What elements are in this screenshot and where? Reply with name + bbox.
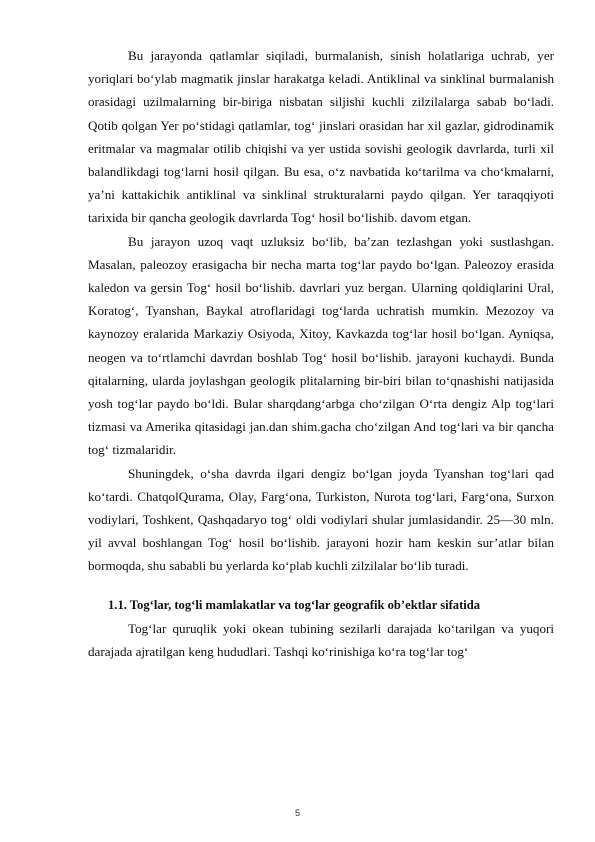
document-body [88,44,554,663]
page-number: 5 [294,808,300,818]
paragraph-1: Bu jarayonda qatlamlar siqiladi, burmalanish, sinish holatlariga uchrab, yer yoriqlari bo‘ylab magmatik jinslar harakatga keladi. Antiklinal va sinklinal burmalanish orasidagi uzilmalarning bir-biriga nisbatan siljishi kuchli zilzilalarga sabab bo‘ladi. Qotib qolgan Yer po‘stidagi qatlamlar, tog‘ jinslari orasidan har xil gazlar, gidrodinamik eritmalar va magmalar otilib chiqishi va yer ustida sovishi geologik davrlarda, turli xil balandlikdagi tog‘larni hosil qilgan. Bu esa, o‘z navbatida ko‘tarilma va cho‘kmalarni, ya’ni kattakichik antiklinal va sinklinal strukturalarni paydo qilgan. Yer taraqqiyoti tarixida bir qancha geologik davrlarda Tog‘ hosil bo‘lishib. davom etgan. [88,48,554,226]
paragraph-2: Bu jarayon uzoq vaqt uzluksiz bo‘lib, ba’zan tezlashgan yoki sustlashgan. Masalan, paleozoy erasigacha bir necha marta tog‘lar paydo bo‘lgan. Paleozoy erasida kaledon va gersin Tog‘ hosil bo‘lishib. davrlari yuz bergan. Ularning qoldiqlarini Ural, Koratog‘, Tyanshan, Baykal atroflaridagi tog‘larda uchratish mumkin. Mezozoy va kaynozoy eralarida Markaziy Osiyoda, Xitoy, Kavkazda tog‘lar hosil bo‘lgan. Ayniqsa, neogen va to‘rtlamchi davrdan boshlab Tog‘ hosil bo‘lishib. jarayoni kuchaydi. Bunda qitalarning, ularda joylashgan geologik plitalarning bir-biri bilan to‘qnashishi natijasida yosh tog‘lar paydo bo‘ldi. Bular sharqdang‘arbga cho‘zilgan O‘rta dengiz Alp tog‘lari tizmasi va Amerika qitasidagi jan.dan shim.gacha cho‘zilgan And tog‘lari va bir qancha tog‘ tizmalaridir. [88,233,554,458]
paragraph-3: Shuningdek, o‘sha davrda ilgari dengiz bo‘lgan joyda Tyanshan tog‘lari qad ko‘tardi. ChatqolQurama, Olay, Farg‘ona, Turkiston, Nurota tog‘lari, Farg‘ona, Surxon vodiylari, Toshkent, Qashqadaryo tog‘ oldi vodiylari shular jumlasidandir. 25—30 mln. yil avval boshlangan Tog‘ hosil bo‘lishib. jarayoni hozir ham keskin sur’atlar bilan bormoqda, shu sababli bu yerlarda ko‘plab kuchli zilzilalar bo‘lib turadi. [88,465,554,574]
paragraph-4: Tog‘lar quruqlik yoki okean tubining sezilarli darajada ko‘tarilgan va yuqori darajada ajratilgan keng hududlari. Tashqi ko‘rinishiga ko‘ra tog‘lar tog‘ [88,620,554,660]
section-heading: 1.1. Tog‘lar, tog‘li mamlakatlar va tog‘lar geografik ob’ektlar sifatida [108,597,481,612]
